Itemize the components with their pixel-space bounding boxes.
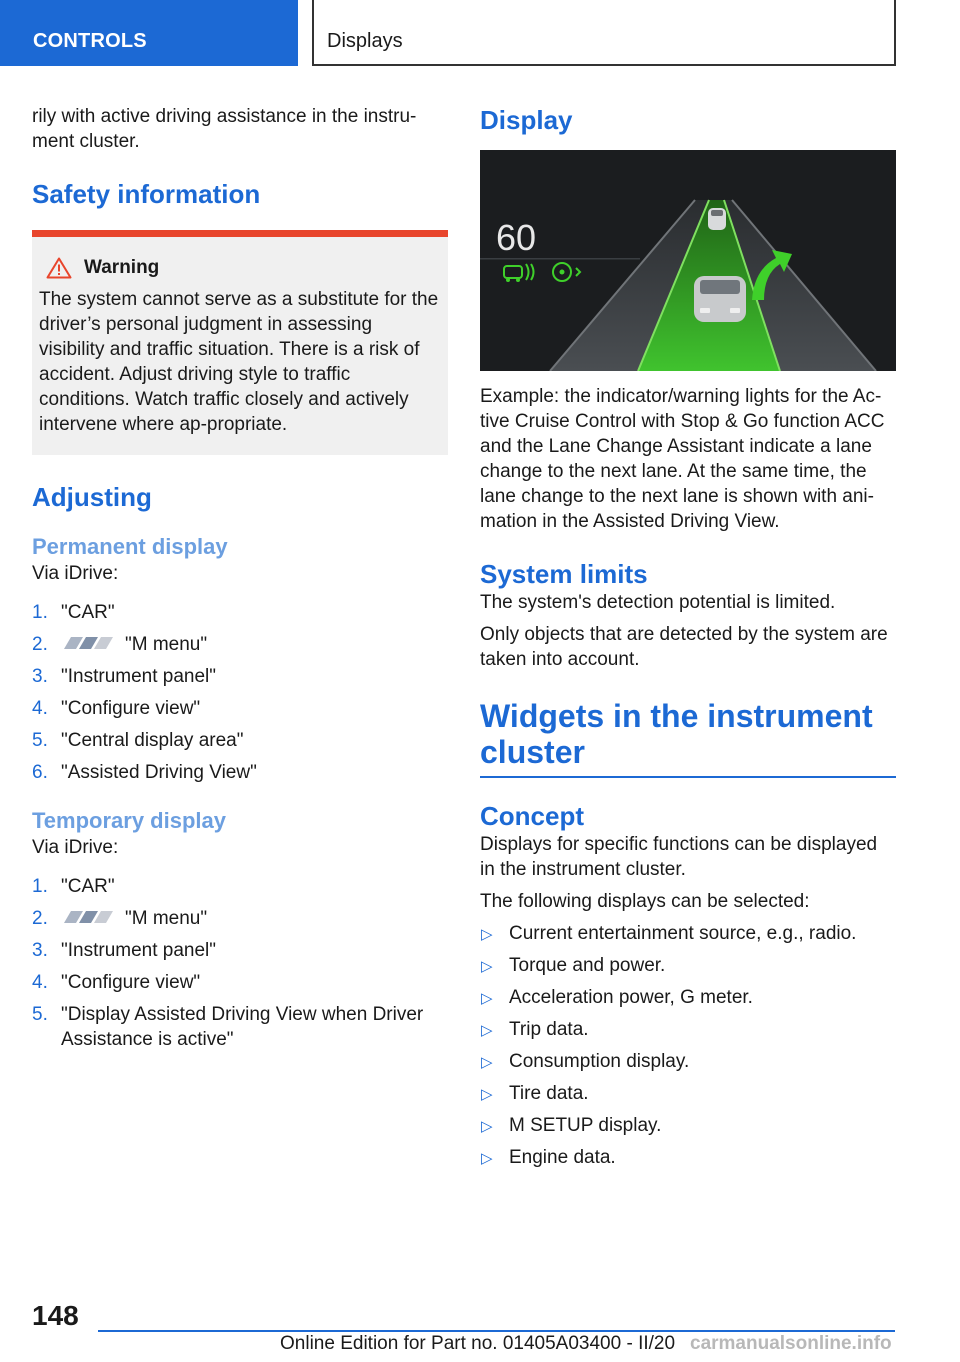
watermark: carmanualsonline.info — [690, 1333, 892, 1354]
list-item: ▷ M SETUP display. — [480, 1113, 896, 1138]
adjusting-heading: Adjusting — [32, 482, 152, 512]
warning-text: The system cannot serve as a substitute for the driver’s personal judgment in assessing visibility and traffic situation. There is a risk of accident. Adjust driving style to traffic conditions. Watch traffic closely and actively intervene where ap-propriate. — [39, 289, 439, 435]
list-item: 5. "Display Assisted Driving View when Driver Assistance is active" — [32, 1004, 424, 1050]
assisted-driving-view-image — [480, 150, 896, 371]
list-item: 4. "Configure view" — [32, 972, 201, 993]
list-item: ▷ Consumption display. — [480, 1049, 896, 1074]
warning-triangle-icon — [46, 257, 72, 279]
footer-rule — [98, 1330, 895, 1332]
list-item: 5. "Central display area" — [32, 730, 244, 751]
temporary-steps-list — [32, 874, 448, 1052]
page-number: 148 — [32, 1300, 79, 1331]
intro-text: rily with active driving assistance in the instru-ment cluster. — [32, 106, 417, 152]
section-tab-controls — [0, 0, 298, 66]
list-item: 2. "M menu" — [32, 634, 208, 655]
footer-edition: Online Edition for Part no. 01405A03400 - II/20 — [280, 1333, 676, 1354]
list-item: ▷ Acceleration power, G meter. — [480, 985, 896, 1010]
chapter-header — [312, 0, 896, 66]
widgets-heading-rule — [480, 776, 896, 778]
triangle-bullet-icon: ▷ — [481, 1086, 493, 1103]
system-limits-heading: System limits — [480, 559, 648, 589]
section-label: CONTROLS — [33, 30, 147, 52]
chapter-label: Displays — [327, 30, 403, 52]
left-column — [32, 104, 448, 1059]
safety-heading: Safety information — [32, 179, 261, 209]
system-limits-text-1: The system's detection potential is limited. — [480, 592, 836, 613]
list-item: 3. "Instrument panel" — [32, 940, 217, 961]
concept-text-2: The following displays can be selected: — [480, 891, 810, 912]
list-item: ▷ Torque and power. — [480, 953, 896, 978]
widgets-heading: Widgets in the instrument cluster — [480, 698, 873, 770]
permanent-display-heading: Permanent display — [32, 534, 228, 559]
warning-box — [32, 230, 448, 455]
list-item: 4. "Configure view" — [32, 698, 201, 719]
permanent-steps-list — [32, 600, 448, 785]
system-limits-text-2: Only objects that are detected by the system are taken into account. — [480, 624, 888, 670]
triangle-bullet-icon: ▷ — [481, 1054, 493, 1071]
speed-readout: 60 — [496, 217, 537, 258]
assisted-driving-illustration — [480, 150, 896, 371]
m-logo-icon — [61, 636, 115, 650]
display-heading: Display — [480, 105, 573, 135]
triangle-bullet-icon: ▷ — [481, 1022, 493, 1039]
triangle-bullet-icon: ▷ — [481, 1118, 493, 1135]
list-item: 3. "Instrument panel" — [32, 666, 217, 687]
triangle-bullet-icon: ▷ — [481, 926, 493, 943]
concept-text-1: Displays for specific functions can be displayed in the instrument cluster. — [480, 834, 878, 880]
right-column — [480, 104, 896, 1177]
warning-label: Warning — [84, 257, 160, 278]
list-item: 1. "CAR" — [32, 876, 115, 897]
temporary-via-text: Via iDrive: — [32, 837, 119, 858]
warning-header — [46, 257, 440, 279]
list-item: ▷ Current entertainment source, e.g., radio. — [480, 921, 896, 946]
list-item: ▷ Engine data. — [480, 1145, 896, 1170]
concept-heading: Concept — [480, 801, 584, 831]
list-item: ▷ Tire data. — [480, 1081, 896, 1106]
triangle-bullet-icon: ▷ — [481, 1150, 493, 1167]
list-item: 2. "M menu" — [32, 908, 208, 929]
triangle-bullet-icon: ▷ — [481, 958, 493, 975]
triangle-bullet-icon: ▷ — [481, 990, 493, 1007]
list-item: ▷ Trip data. — [480, 1017, 896, 1042]
list-item: 6. "Assisted Driving View" — [32, 762, 257, 783]
display-caption: Example: the indicator/warning lights for the Ac-tive Cruise Control with Stop & Go function ACC and the Lane Change Assistant indicate a lane change to the next lane. At the same time, the lane change to the next lane is shown with ani-mation in the Assisted Driving View. — [480, 386, 885, 532]
display-options-list — [480, 921, 896, 1170]
permanent-via-text: Via iDrive: — [32, 563, 119, 584]
list-item: 1. "CAR" — [32, 602, 115, 623]
m-logo-icon — [61, 910, 115, 924]
temporary-display-heading: Temporary display — [32, 808, 226, 833]
